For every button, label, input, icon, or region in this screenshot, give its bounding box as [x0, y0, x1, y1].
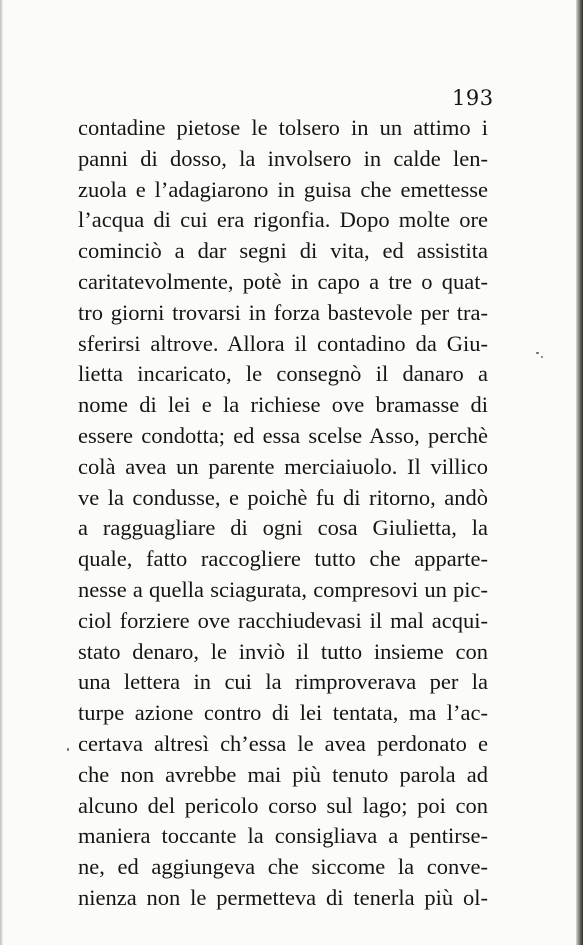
text-line: tro giorni trovarsi in forza bastevole per tra-: [78, 299, 488, 325]
text-line: nienza non le permetteva di tenerla più ol-: [78, 884, 488, 910]
text-line: quale, fatto raccogliere tutto che apparte-: [78, 546, 488, 572]
text-line: essere condotta; ed essa scelse Asso, perchè: [78, 422, 488, 448]
text-line: nesse a quella sciagurata, compresovi un pic-: [78, 576, 488, 602]
text-line: cominciò a dar segni di vita, ed assistita: [78, 238, 488, 264]
text-line: colà avea un parente merciaiuolo. Il villico: [78, 453, 488, 479]
text-line: zuola e l’adagiarono in guisa che emettesse: [78, 176, 488, 202]
text-line: lietta incaricato, le consegnò il danaro a: [78, 361, 488, 387]
text-line: caritatevolmente, potè in capo a tre o quat-: [78, 268, 488, 294]
text-line: a ragguagliare di ogni cosa Giulietta, la: [78, 515, 488, 541]
text-line: contadine pietose le tolsero in un attimo i: [78, 115, 488, 140]
text-line: stato denaro, le inviò il tutto insieme con: [78, 638, 488, 664]
page-right-edge-shadow: [576, 0, 583, 945]
paper-speck: [67, 748, 69, 751]
text-line: panni di dosso, la involsero in calde len-: [78, 145, 488, 171]
text-line: sferirsi altrove. Allora il contadino da Giu-: [78, 330, 488, 356]
text-line: ciol forziere ove racchiudevasi il mal acqui-: [78, 607, 488, 633]
body-text: [78, 113, 488, 914]
text-line: ve la condusse, e poichè fu di ritorno, andò: [78, 484, 488, 510]
text-line: turpe azione contro di lei tentata, ma l’ac-: [78, 700, 488, 726]
text-line: alcuno del pericolo corso sul lago; poi con: [78, 792, 488, 818]
text-line: ne, ed aggiungeva che siccome la conve-: [78, 854, 488, 880]
text-line: una lettera in cui la rimproverava per la: [78, 669, 488, 695]
paper-speck: [536, 352, 539, 354]
text-line: l’acqua di cui era rigonfia. Dopo molte ore: [78, 207, 488, 233]
paper-speck: [541, 356, 543, 358]
page-left-edge: [0, 0, 3, 945]
text-line: certava altresì ch’essa le avea perdonato e: [78, 730, 488, 756]
text-line: che non avrebbe mai più tenuto parola ad: [78, 761, 488, 787]
page-number: 193: [452, 86, 494, 110]
text-line: nome di lei e la richiese ove bramasse di: [78, 392, 488, 418]
text-line: maniera toccante la consigliava a pentirse-: [78, 823, 488, 849]
